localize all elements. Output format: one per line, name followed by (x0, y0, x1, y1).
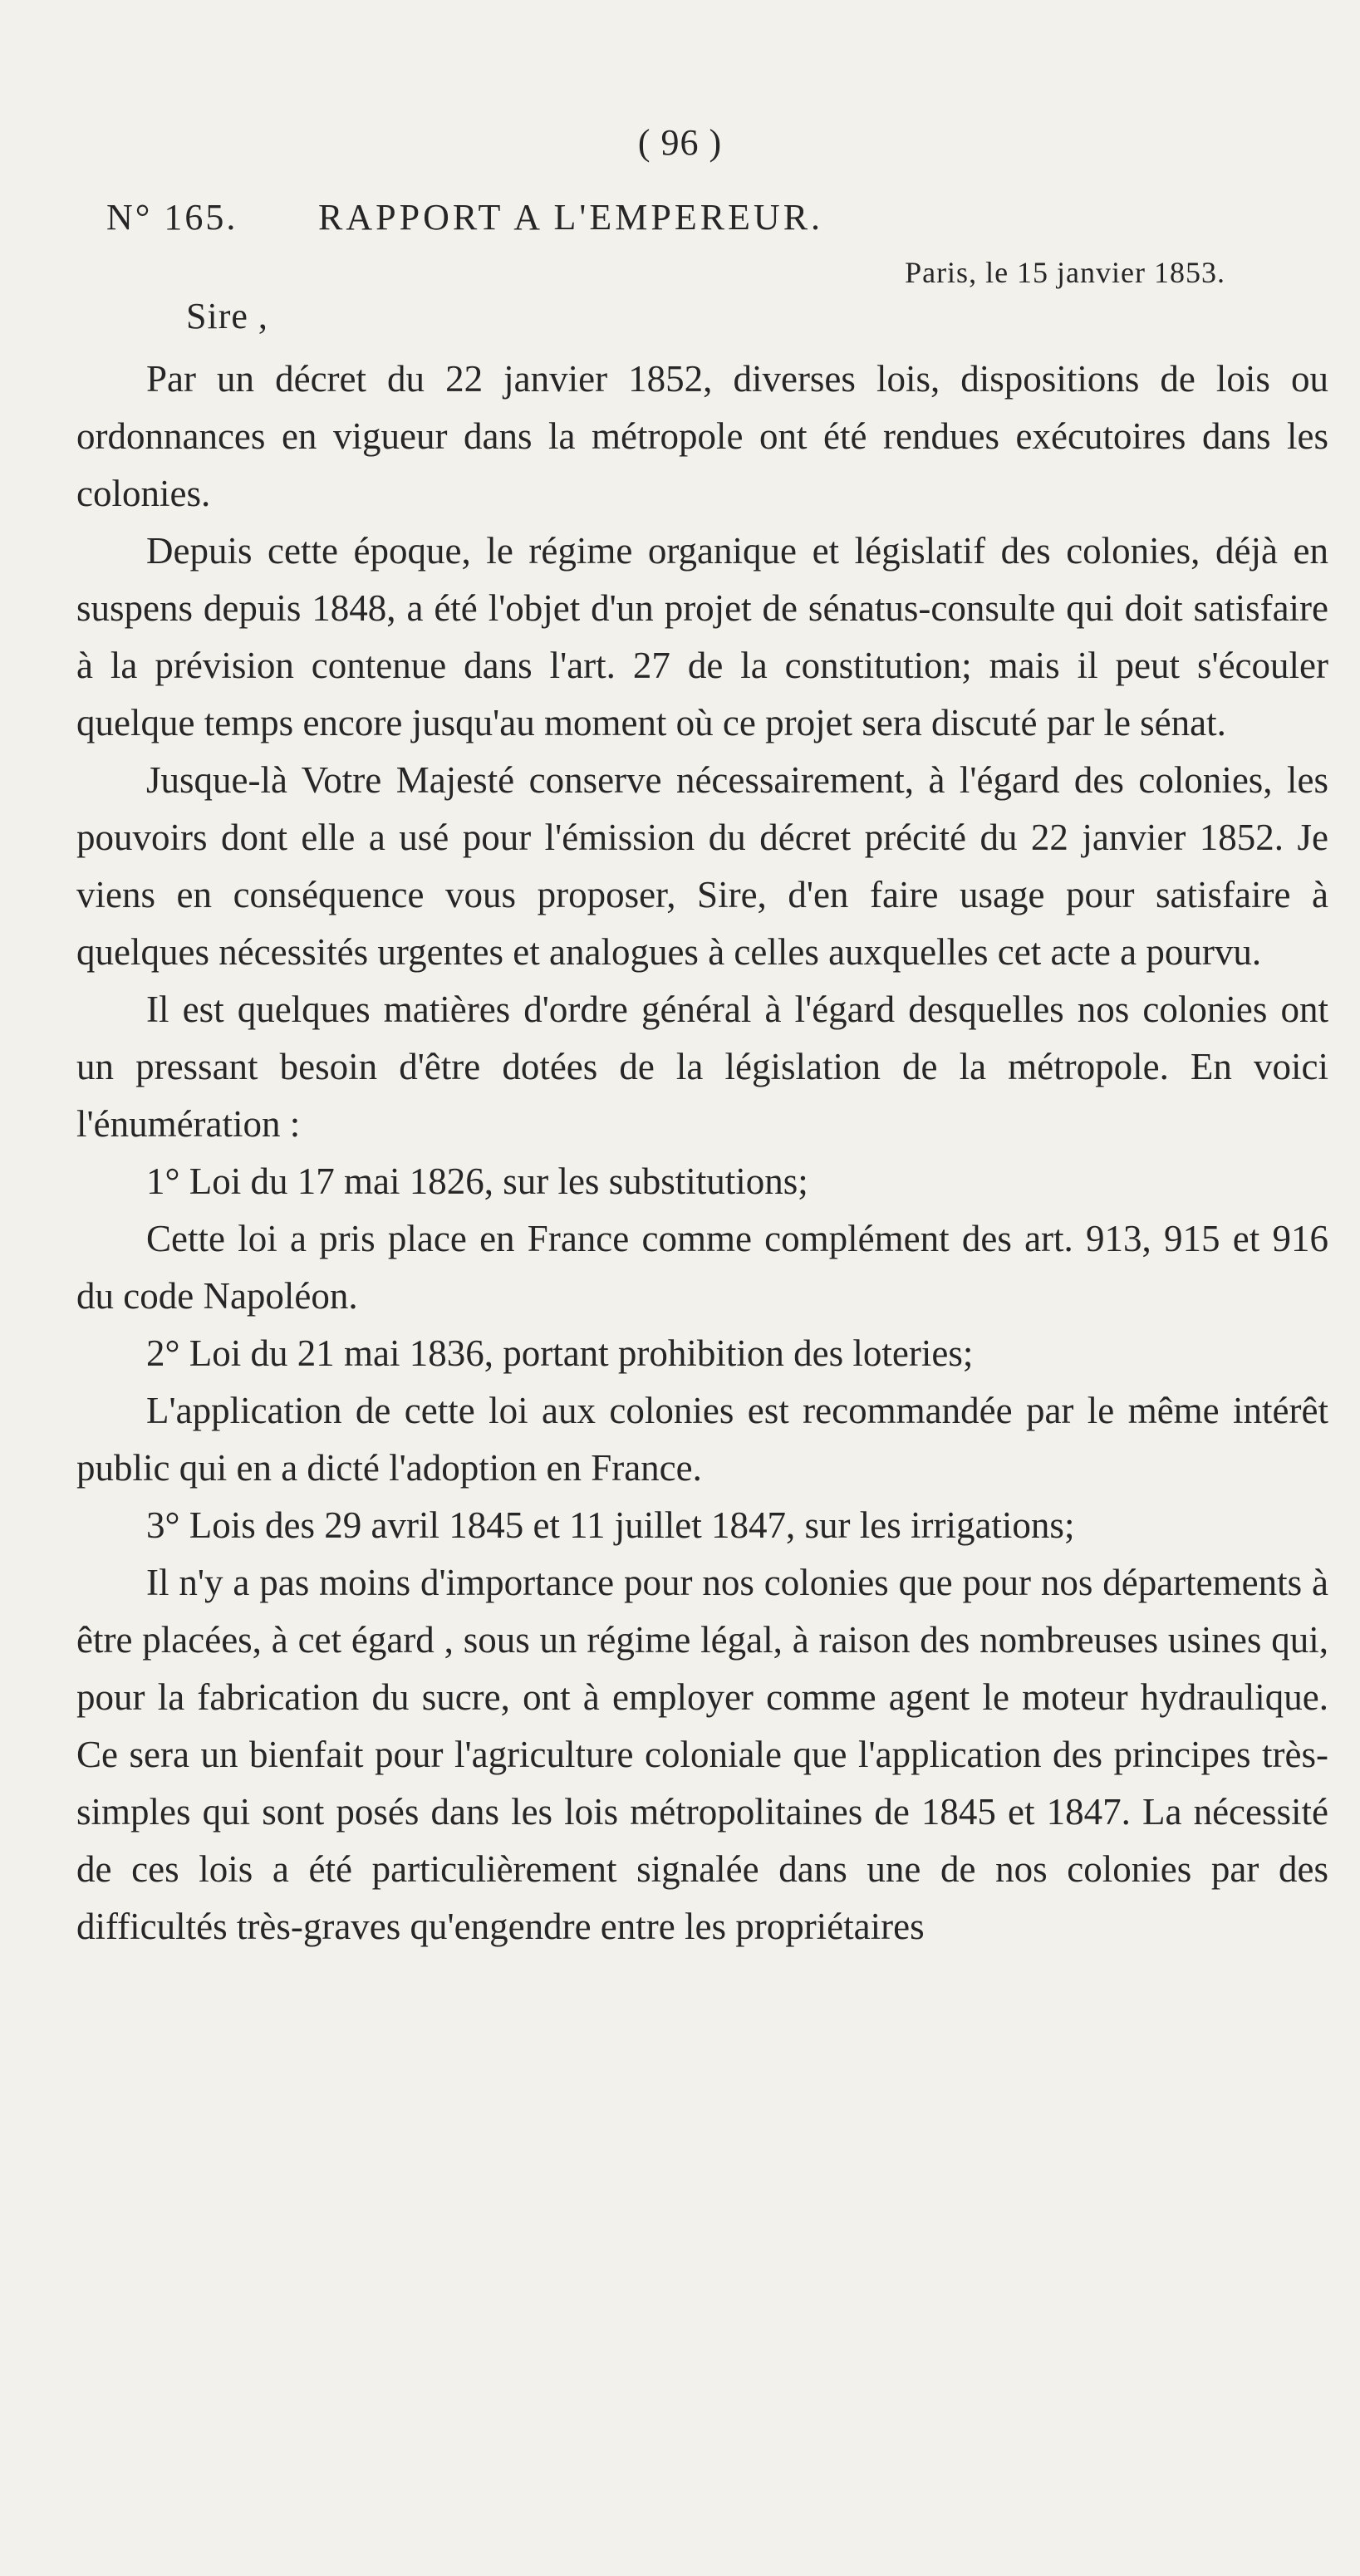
report-title: RAPPORT A L'EMPEREUR. (318, 197, 824, 238)
report-header (106, 196, 1328, 238)
paragraph-lotteries-note: L'application de cette loi aux colonies est recommandée par le même intérêt public qui en a dicté l'adoption en France. (76, 1390, 1328, 1489)
paragraph-general-matters: Il est quelques matières d'ordre général à l'égard desquelles nos colonies ont un pressant besoin d'être dotées de la législation de la métropole. En voici l'énumération : (76, 989, 1328, 1145)
page-number: ( 96 ) (637, 122, 723, 163)
list-item-law-substitutions: 1° Loi du 17 mai 1826, sur les substitutions; (146, 1160, 808, 1202)
report-body (76, 351, 1328, 1955)
paragraph-organic-regime: Depuis cette époque, le régime organique et législatif des colonies, déjà en suspens depuis 1848, a été l'objet d'un projet de sénatus-consulte qui doit satisfaire à la prévision contenue dans l'art. 27 de la constitution; mais il peut s'écouler quelque temps encore jusqu'au moment où ce projet sera discuté par le sénat. (76, 530, 1328, 743)
list-item-law-irrigations: 3° Lois des 29 avril 1845 et 11 juillet 1847, sur les irrigations; (146, 1504, 1075, 1546)
report-number: N° 165. (106, 197, 238, 238)
dateline: Paris, le 15 janvier 1853. (905, 256, 1225, 289)
paragraph-majesty-powers: Jusque-là Votre Majesté conserve nécessairement, à l'égard des colonies, les pouvoirs dont elle a usé pour l'émission du décret précité du 22 janvier 1852. Je viens en conséquence vous proposer, Sire, d'en faire usage pour satisfaire à quelques nécessités urgentes et analogues à celles auxquelles cet acte a pourvu. (76, 759, 1328, 973)
paragraph-substitutions-note: Cette loi a pris place en France comme complément des art. 913, 915 et 916 du code Napoléon. (76, 1218, 1328, 1317)
salutation: Sire , (186, 296, 268, 336)
paragraph-decree: Par un décret du 22 janvier 1852, diverses lois, dispositions de lois ou ordonnances en vigueur dans la métropole ont été rendues exécutoires dans les colonies. (76, 358, 1328, 514)
list-item-law-lotteries: 2° Loi du 21 mai 1836, portant prohibition des loteries; (146, 1332, 974, 1374)
paragraph-irrigations-note: Il n'y a pas moins d'importance pour nos colonies que pour nos départements à être placées, à cet égard , sous un régime légal, à raison des nombreuses usines qui, pour la fabrication du sucre, ont à employer comme agent le moteur hydraulique. Ce sera un bienfait pour l'agriculture coloniale que l'application des principes très-simples qui sont posés dans les lois métropolitaines de 1845 et 1847. La nécessité de ces lois a été particulièrement signalée dans une de nos colonies par des difficultés très-graves qu'engendre entre les propriétaires (76, 1562, 1328, 1947)
